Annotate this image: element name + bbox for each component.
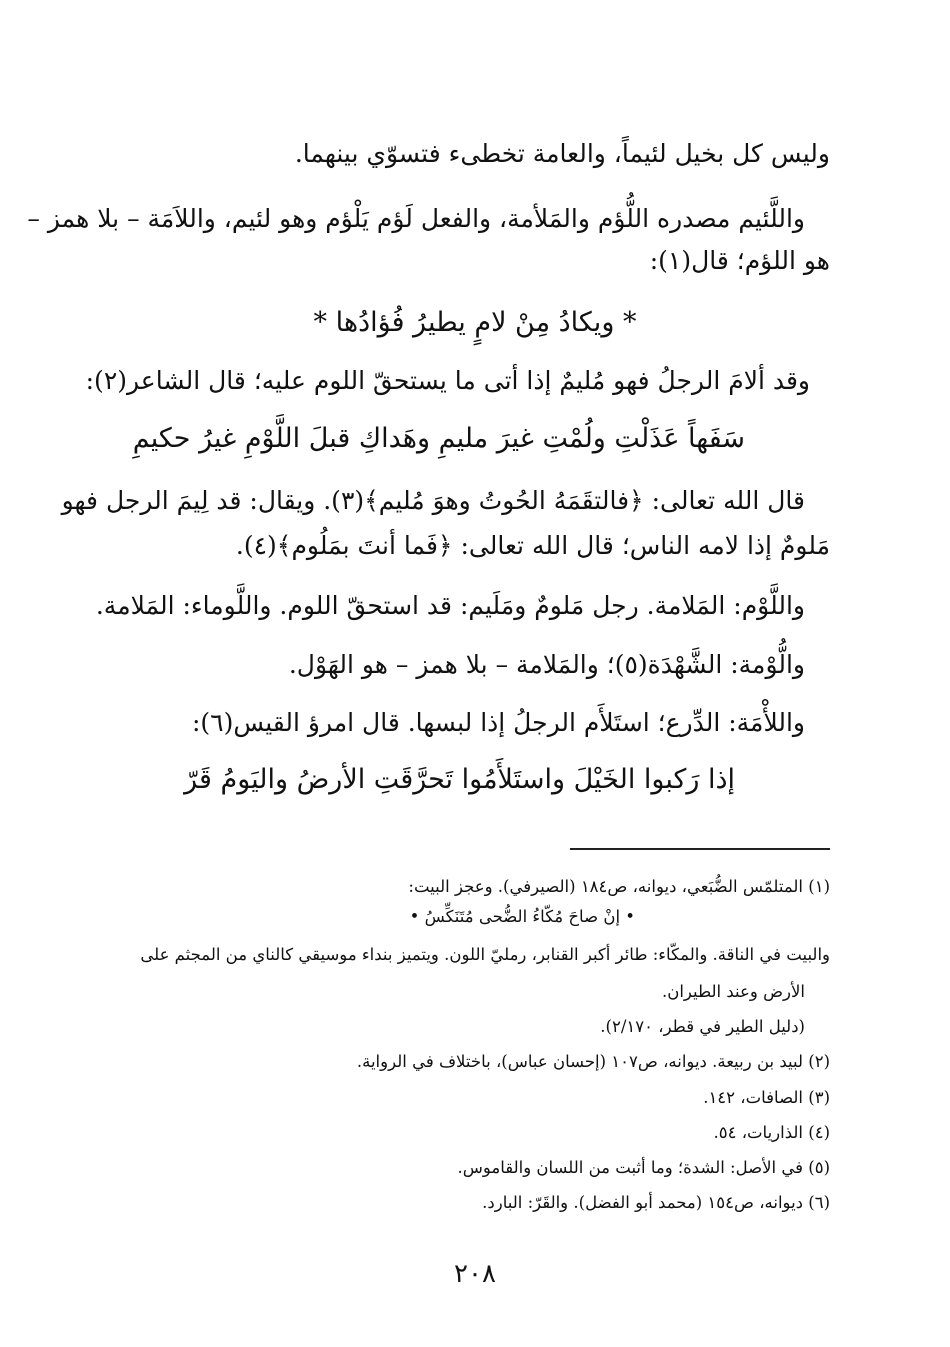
footnote-1-source: (دليل الطير في قطر، ٢/١٧٠). [600, 1017, 805, 1036]
text-line-1: وليس كل بخيل لئيماً، والعامة تخطىء فتسوّي بينهما. [294, 139, 830, 168]
text-line-7: قال الله تعالى: ﴿فالتقَمَهُ الحُوتُ وهوَ مُليم﴾(٣). ويقال: قد لِيمَ الرجل فهو [61, 486, 805, 515]
footnote-1-note: والبيت في الناقة. والمكّاء: طائر أكبر القنابر، رمليّ اللون. ويتميز بنداء موسيقي كالناي من المجثم على [140, 945, 830, 964]
verse-line-1: سَفَهاً عَذَلْتِ ولُمْتِ غيرَ مليمِ وهَداكِ قبلَ اللَّوْمِ غيرُ حكيمِ [132, 423, 745, 454]
footnote-1: (١) المتلمّس الضُّبَعي، ديوانه، ص١٨٤ (الصيرفي). وعجز البيت: [408, 877, 830, 896]
page-number: ٢٠٨ [454, 1259, 496, 1289]
footnote-5: (٥) في الأصل: الشدة؛ وما أثبت من اللسان والقاموس. [457, 1158, 830, 1177]
text-line-11: واللأْمَة: الدِّرع؛ استَلأَم الرجلُ إذا لبسها. قال امرؤ القيس(٦): [191, 708, 805, 737]
footnote-2: (٢) لبيد بن ربيعة. ديوانه، ص١٠٧ (إحسان عباس)، باختلاف في الرواية. [356, 1052, 830, 1071]
footnote-separator [570, 848, 830, 850]
footnote-3: (٣) الصافات، ١٤٢. [703, 1088, 830, 1107]
footnote-1-note-cont: الأرض وعند الطيران. [661, 982, 805, 1001]
text-line-10: والُّوْمة: الشَّهْدَة(٥)؛ والمَلامة – بلا همز – هو الهَوْل. [288, 650, 805, 679]
text-line-8: مَلومٌ إذا لامه الناس؛ قال الله تعالى: ﴿فَما أنتَ بمَلُوم﴾(٤). [235, 531, 830, 560]
text-line-2: واللَّئيم مصدره اللُّؤم والمَلأمة، والفعل لَؤم يَلْؤم وهو لئيم، واللاَمَة – بلا همز – [27, 204, 805, 233]
footnote-4: (٤) الذاريات، ٥٤. [713, 1123, 830, 1142]
footnote-6: (٦) ديوانه، ص١٥٤ (محمد أبو الفضل). والقَرّ: البارد. [482, 1193, 830, 1212]
footnote-1-verse: • إنْ صاحَ مُكّاءُ الضُّحى مُتَنَكِّسُ • [409, 907, 635, 926]
verse-line-2: إذا رَكبوا الخَيْلَ واستَلأَمُوا تَحرَّقَتِ الأرضُ واليَومُ قَرّ [184, 764, 735, 795]
text-line-9: واللَّوْم: المَلامة. رجل مَلومٌ ومَلَيم: قد استحقّ اللوم. واللَّوماء: المَلامة. [95, 591, 805, 620]
text-line-5: وقد ألامَ الرجلُ فهو مُليمٌ إذا أتى ما يستحقّ اللوم عليه؛ قال الشاعر(٢): [85, 366, 810, 395]
verse-hemistich: * ويكادُ مِنْ لامٍ يطيرُ فُؤادُها * [313, 307, 637, 338]
text-line-3: هو اللؤم؛ قال(١): [649, 246, 830, 275]
